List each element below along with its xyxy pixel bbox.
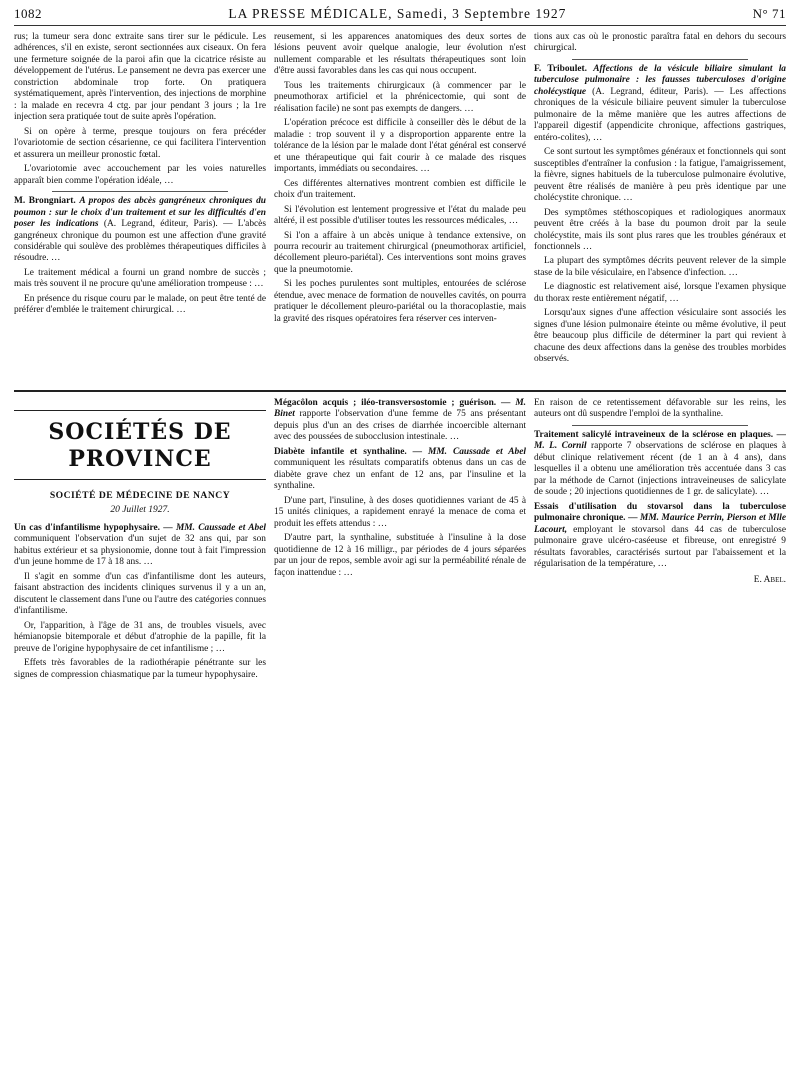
- article-title: Affections de la vésicule biliaire simulant la tuberculose pulmonaire : les fausses tuberculoses d'origine cholécystique: [534, 63, 786, 97]
- separator: [572, 59, 748, 60]
- paragraph: Effets très favorables de la radiothérapie pénétrante sur les signes de compression chiasmatique par la tumeur hypophysaire.: [14, 658, 266, 680]
- paragraph: Ces différentes alternatives montrent combien est difficile le choix d'un traitement.: [274, 178, 526, 201]
- top-columns: [14, 32, 786, 384]
- paragraph: Si les poches purulentes sont multiples, entourées de sclérose étendue, avec menace de formation de nouvelles cavités, on pourra pratiquer le décollement pleuro-pariétal ou la thoracoplastie, mais la gravité des risques opératoires fera réserver ces interven-: [274, 279, 526, 324]
- separator: [52, 191, 228, 192]
- communication-diabete: [274, 447, 526, 493]
- article-brongniart: [14, 196, 266, 265]
- bottom-column-3: [534, 398, 786, 1058]
- bottom-column-1: [14, 398, 266, 1058]
- paragraph: Si on opère à terme, presque toujours on fera précéder l'ovariotomie de section césarienne, ce qui facilitera l'intervention et assurera un meilleur pronostic fœtal.: [14, 126, 266, 160]
- paragraph: Si l'évolution est lentement progressive et l'état du malade peu altéré, il est possible d'utiliser toutes les ressources médicales, …: [274, 204, 526, 227]
- communication-authors: MM. Caussade et Abel: [175, 522, 266, 533]
- paragraph: La plupart des symptômes décrits peuvent relever de la simple stase de la bile vésiculaire, en l'absence d'infection. …: [534, 256, 786, 278]
- communication-stovarsol: [534, 502, 786, 571]
- communication-megacolon: [274, 398, 526, 444]
- paragraph: Tous les traitements chirurgicaux (à commencer par le pneumothorax artificiel et la phrénicectomie, qui sont de réalisation facile) ne sont pas exempts de dangers. …: [274, 80, 526, 114]
- bottom-column-2: [274, 398, 526, 1058]
- paragraph: rapporte 7 observations de sclérose en plaques à début clinique relativement récent (de 1 an à 4 ans), dans lesquelles il a obtenu une amélioration très accentuée dans 3 cas par la méthode de Carnot (injections intraveineuses de salicylate de soude ; 20 injections quotidiennes de 1 gr. de salicylate). …: [534, 441, 786, 498]
- signature: E. Abel.: [753, 574, 786, 585]
- communication-title: Mégacôlon acquis ; iléo-transversostomie ; guérison. —: [274, 398, 511, 408]
- paragraph: Le traitement médical a fourni un grand nombre de succès ; mais très souvent il ne procure qu'une amélioration trompeuse : …: [14, 267, 266, 290]
- section-divider: [14, 390, 786, 392]
- paragraph: communiquent l'observation d'un sujet de 32 ans qui, par son habitus extérieur et sa physionomie, donne tout à fait l'impression d'un jeune homme de 17 à 18 ans. …: [14, 534, 266, 568]
- paragraph: tions aux cas où le pronostic paraîtra fatal en dehors du secours chirurgical.: [534, 32, 786, 54]
- top-column-3: [534, 32, 786, 384]
- article-reference: (A. Legrand, éditeur, Paris). —: [103, 219, 233, 230]
- paragraph: Il s'agit en somme d'un cas d'infantilisme dont les auteurs, faisant abstraction des incidents cliniques survenus il y a un an, discutent le classement dans l'une ou l'autre des catégories connues d'infantilisme.: [14, 571, 266, 617]
- paragraph: En présence du risque couru par le malade, on peut être tenté de préférer d'emblée le traitement chirurgical. …: [14, 293, 266, 316]
- journal-title: LA PRESSE MÉDICALE, Samedi, 3 Septembre 1927: [228, 6, 567, 21]
- communication-authors: M. Binet: [274, 398, 526, 420]
- communication-title: Traitement salicylé intraveineux de la sclérose en plaques. —: [534, 429, 786, 440]
- paragraph: rus; la tumeur sera donc extraite sans tirer sur le pédicule. Les adhérences, s'il en existe, seront sectionnées aux ciseaux. On fera une fermeture soignée de la paroi afin que la cicatrice résiste au développement de l'utérus. Le pansement ne devra pas exercer une constriction abdominale trop forte. On pratiquera systématiquement, après l'intervention, des injections de morphine : la malade en recevra 4 ctg. par jour pendant 3 jours ; la 1re injection sera pratiquée tout de suite après l'opération.: [14, 32, 266, 123]
- communication-authors: MM. Maurice Perrin, Pierson et Mlle Lacourt,: [534, 513, 786, 535]
- article-title: A propos des abcès gangréneux chroniques du poumon : sur le choix d'un traitement et sur les difficultés d'en poser les indications: [14, 196, 266, 230]
- communication-title: Diabète infantile et synthaline. —: [274, 446, 423, 457]
- communication-infantilisme: [14, 523, 266, 569]
- paragraph: Si l'on a affaire à un abcès unique à tendance extensive, on pourra recourir au traitement chirurgical (pneumothorax artificiel, décollement pleuro-pariétal). Ces interventions sont moins graves que la pneumotomie.: [274, 230, 526, 275]
- communication-title: Essais d'utilisation du stovarsol dans la tuberculose pulmonaire chronique. —: [534, 501, 786, 524]
- article-reference: (A. Legrand, éditeur, Paris). —: [592, 86, 724, 97]
- article-author: F. Triboulet.: [534, 63, 587, 74]
- paragraph: L'opération précoce est difficile à conseiller dès le début de la maladie : trop souvent il y a disproportion apparente entre la tolérance de la lésion par le malade dont l'état général est conservé et une thérapeutique qui fait courir à ce malade des risques importants, immédiats ou secondaires. …: [274, 118, 526, 175]
- paragraph: Ce sont surtout les symptômes généraux et fonctionnels qui sont susceptibles d'entraîner la confusion : la fatigue, l'amaigrissement, la fièvre, signes habituels de la tuberculose pulmonaire évolutive, peuvent être réalisés de manière à peu près identique par une cholécystite chronique. …: [534, 147, 786, 204]
- paragraph: employant le stovarsol dans 44 cas de tuberculose pulmonaire grave ulcéro-caséeuse et fibreuse, ont enregistré 9 résultats favorables, caractérisés surtout par l'abaissement et la régularisation de la température, …: [534, 524, 786, 570]
- top-column-1: [14, 32, 266, 384]
- section-title: SOCIÉTÉS DE PROVINCE: [14, 410, 266, 480]
- paragraph: D'autre part, la synthaline, substituée à l'insuline à la dose quotidienne de 12 à 16 milligr., par périodes de 4 jours séparées par un jour de repos, semble avoir agi sur la perméabilité rénale de façon inattendue : …: [274, 533, 526, 578]
- paragraph: Des symptômes stéthoscopiques et radiologiques anormaux peuvent être créés à la base du poumon droit par la seule cholécystite, mais ils sont plus rares que les troubles généraux et fonctionnels …: [534, 207, 786, 252]
- paragraph: L'ovariotomie avec accouchement par les voies naturelles apparaît bien comme l'opération idéale, …: [14, 164, 266, 186]
- paragraph: L'abcès gangréneux chronique du poumon est une affection d'une gravité considérable qui soulève des problèmes thérapeutiques difficiles à résoudre. …: [14, 219, 266, 264]
- paragraph: Le diagnostic est relativement aisé, lorsque l'examen physique du thorax reste entièrement négatif, …: [534, 282, 786, 304]
- paragraph: communiquent les résultats comparatifs obtenus dans un cas de diabète grave chez un enfant de 12 ans, par l'insuline et la synthaline.: [274, 458, 526, 492]
- communication-authors: M. L. Cornil: [534, 441, 587, 452]
- article-triboulet: [534, 64, 786, 144]
- page-header: [14, 6, 786, 26]
- communication-sclerose: [534, 430, 786, 499]
- paragraph: reusement, si les apparences anatomiques des deux sortes de lésions peuvent avoir quelque analogie, leur évolution n'est nullement comparable et les résultats thérapeutiques sont loin d'être aussi favorables dans les cas qui nous occupent.: [274, 32, 526, 77]
- session-date: 20 Juillet 1927.: [110, 505, 170, 516]
- paragraph: Or, l'apparition, à l'âge de 31 ans, de troubles visuels, avec hémianopsie bitemporale et début d'atrophie de la papille, fit la preuve de l'origine hypophysaire de cet infantilisme ; …: [14, 620, 266, 654]
- communication-authors: MM. Caussade et Abel: [428, 446, 526, 457]
- article-author: M. Brongniart.: [14, 196, 76, 207]
- paragraph: D'une part, l'insuline, à des doses quotidiennes variant de 45 à 15 unités cliniques, a rapidement enrayé la menace de coma et produit les effets attendus : …: [274, 495, 526, 529]
- separator: [572, 425, 748, 426]
- issue-number: N° 71: [752, 6, 786, 21]
- page-number: 1082: [14, 6, 42, 21]
- paragraph: En raison de ce retentissement défavorable sur les reins, les auteurs ont dû suspendre l'emploi de la synthaline.: [534, 398, 786, 420]
- paragraph: Les affections chroniques de la vésicule biliaire peuvent simuler la tuberculose pulmonaire de la même manière que les autres affections de l'appareil digestif (appendicite chronique, affections gastriques, entéro-colites), …: [534, 86, 786, 143]
- top-column-2: [274, 32, 526, 384]
- paragraph: Lorsqu'aux signes d'une affection vésiculaire sont associés les signes d'une lésion pulmonaire éteinte ou même évolutive, il peut être beaucoup plus difficile de déterminer la part qui revient à chacune des deux affections dans la genèse des troubles morbides observés.: [534, 308, 786, 365]
- society-name: SOCIÉTÉ DE MÉDECINE DE NANCY: [49, 489, 231, 501]
- paragraph: rapporte l'observation d'une femme de 75 ans présentant depuis plus d'un an des crises de diarrhée incoercible alternant avec des poussées de subocclusion intestinale. …: [274, 409, 526, 443]
- bottom-columns: [14, 398, 786, 1058]
- communication-title: Un cas d'infantilisme hypophysaire. —: [14, 522, 173, 533]
